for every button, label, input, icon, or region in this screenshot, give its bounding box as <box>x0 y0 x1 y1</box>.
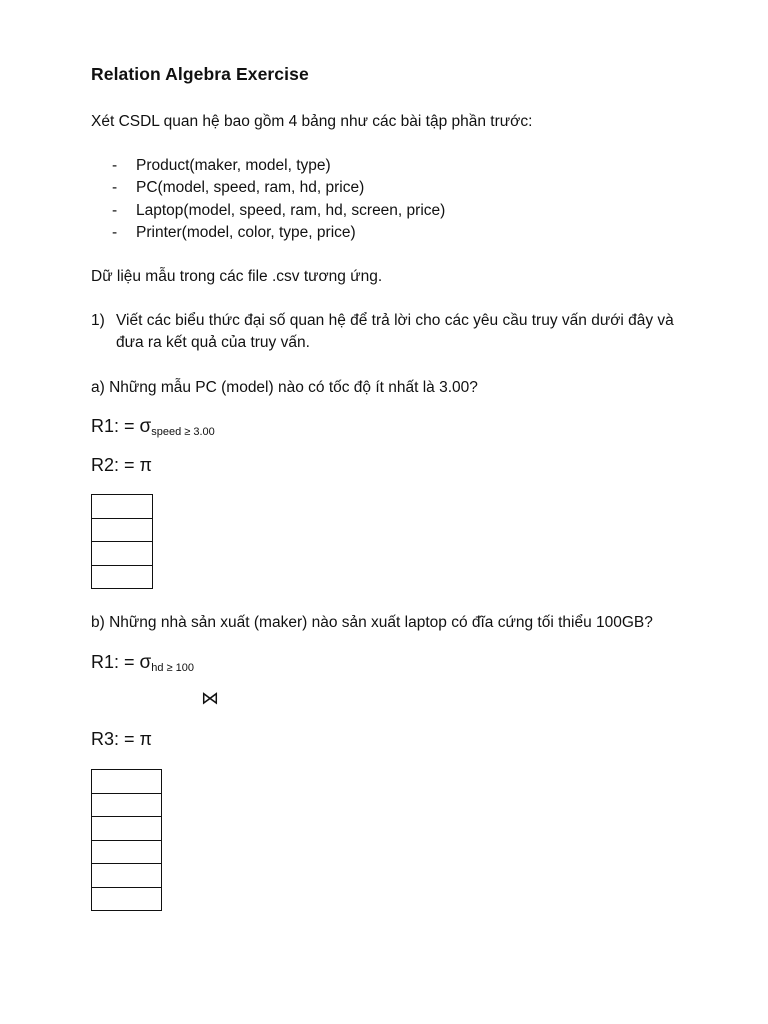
answer-cell[interactable] <box>92 864 162 888</box>
list-item <box>112 155 445 177</box>
answer-cell[interactable] <box>92 495 153 519</box>
answer-cell[interactable] <box>92 542 153 566</box>
table-row <box>92 840 162 864</box>
formula-b-r3 <box>91 729 152 750</box>
pi-operator: π <box>139 455 152 475</box>
schema-list <box>112 155 445 244</box>
document-title: Relation Algebra Exercise <box>91 64 309 84</box>
natural-join-icon: ⋈ <box>201 688 219 708</box>
answer-cell[interactable] <box>92 840 162 864</box>
schema-printer: Printer(model, color, type, price) <box>136 223 356 241</box>
list-item <box>112 222 445 244</box>
task-text-line-2: đưa ra kết quả của truy vấn. <box>116 334 310 351</box>
formula-a-r1 <box>91 416 215 438</box>
table-row <box>92 770 162 794</box>
table-row <box>92 887 162 911</box>
task-text-line-1: Viết các biểu thức đại số quan hệ để trả lời cho các yêu cầu truy vấn dưới đây và <box>116 312 674 329</box>
answer-table-b <box>91 769 162 911</box>
selection-condition: hd ≥ 100 <box>151 662 195 674</box>
list-bullet: - <box>112 201 118 219</box>
table-row <box>92 542 153 566</box>
intro-paragraph: Xét CSDL quan hệ bao gồm 4 bảng như các bài tập phần trước: <box>91 113 533 130</box>
table-row <box>92 518 153 542</box>
question-b: b) Những nhà sản xuất (maker) nào sản xuất laptop có đĩa cứng tối thiểu 100GB? <box>91 614 653 631</box>
answer-cell[interactable] <box>92 518 153 542</box>
selection-condition: speed ≥ 3.00 <box>151 426 215 438</box>
sigma-operator: σ <box>139 652 152 673</box>
table-row <box>92 793 162 817</box>
table-row <box>92 864 162 888</box>
sigma-operator: σ <box>139 416 152 437</box>
formula-label: R1: = <box>91 416 140 436</box>
pi-operator: π <box>139 729 152 749</box>
formula-label: R1: = <box>91 652 140 672</box>
list-item <box>112 200 445 222</box>
schema-product: Product(maker, model, type) <box>136 157 331 174</box>
answer-table-a <box>91 494 153 589</box>
list-bullet: - <box>112 179 118 197</box>
list-bullet: - <box>112 223 118 241</box>
table-row <box>92 565 153 589</box>
answer-cell[interactable] <box>92 887 162 911</box>
answer-cell[interactable] <box>92 793 162 817</box>
formula-label: R3: = <box>91 729 140 749</box>
formula-b-r1 <box>91 652 194 674</box>
answer-cell[interactable] <box>92 817 162 841</box>
schema-pc: PC(model, speed, ram, hd, price) <box>136 179 365 197</box>
answer-cell[interactable] <box>92 770 162 794</box>
question-a: a) Những mẫu PC (model) nào có tốc độ ít nhất là 3.00? <box>91 379 478 396</box>
table-row <box>92 495 153 519</box>
list-item <box>112 177 445 199</box>
sample-data-note: Dữ liệu mẫu trong các file .csv tương ứng. <box>91 268 383 285</box>
formula-a-r2 <box>91 455 152 476</box>
list-bullet: - <box>112 157 118 174</box>
schema-laptop: Laptop(model, speed, ram, hd, screen, price) <box>136 201 446 219</box>
formula-label: R2: = <box>91 455 140 475</box>
task-number: 1) <box>91 312 105 329</box>
table-row <box>92 817 162 841</box>
answer-cell[interactable] <box>92 565 153 589</box>
